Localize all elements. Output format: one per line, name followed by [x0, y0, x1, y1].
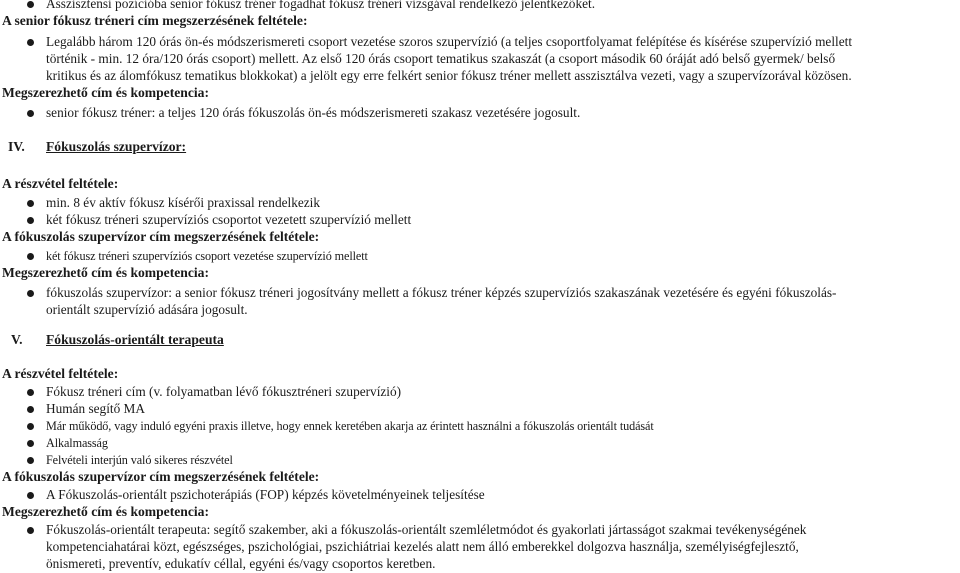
bullet-icon	[27, 527, 34, 534]
text-run: Az első 120 órás csoport tematikus szakaszát (a csoport második 60 óráját adó belső gyermek/ belső	[298, 51, 836, 66]
bullet-icon	[27, 39, 34, 46]
bullet-icon	[27, 492, 34, 499]
text-run: történik - min. 12 óra/120 órás csoport) mellett.	[46, 51, 299, 66]
bullet-icon	[27, 1, 34, 8]
bullet-icon	[27, 457, 34, 464]
section-title: Fókuszolás szupervízor:	[46, 139, 187, 154]
section-number: V.	[11, 332, 23, 347]
bullet-icon	[27, 253, 34, 260]
bullet-icon	[27, 290, 34, 297]
bullet-icon	[27, 423, 34, 430]
bullet-icon	[27, 217, 34, 224]
bullet-icon	[27, 110, 34, 117]
bullet-icon	[27, 200, 34, 207]
section-number: IV.	[8, 139, 25, 154]
bullet-icon	[27, 440, 34, 447]
section-title: Fókuszolás-orientált terapeuta	[46, 332, 224, 347]
bullet-icon	[27, 389, 34, 396]
bullet-icon	[27, 406, 34, 413]
document-page: Asszisztensi pozícióba senior fókusz tréner fogadhat fókusz tréneri vizsgával rendelkező jelentkezőket. A senior fókusz tréneri cím megszerzésének feltétele: Legalább három 120 órás ön-és módszerismereti csoport vezetése szoros szupervízió (a teljes csoportfolyamat felépítése és kísérése szupervízió mellett történik - min. 12 óra/120 órás csoport) mellett. Az első 120 órás csoport tematikus szakaszát (a csoport második 60 óráját adó belső gyermek/ belső kritikus és az álomfókusz tematikus blokkokat) a jelölt egy erre felkért senior fókusz tréner mellett asszisztálva vezeti, vagy a szupervízorával közösen. Megszerezhető cím és kompetencia: senior fókusz tréner: a teljes 120 órás fókuszolás ön-és módszerismereti szakasz vezetésére jogosult. IV. Fókuszolás szupervízor: A részvétel feltétele: min. 8 év aktív fókusz kísérői praxissal rendelkezik két fókusz tréneri szupervíziós csoportot vezetett szupervízió mellett A fókuszolás szupervízor cím megszerzésének feltétele: két fókusz tréneri szupervíziós csoport vezetése szupervízió mellett Megszerezhető cím és kompetencia: fókuszolás szupervízor: a senior fókusz tréneri jogosítvány mellett a fókusz tréner képzés szupervíziós szakaszának vezetésére és egyéni fókuszolás- orientált szupervízió adására jogosult. V. Fókuszolás-orientált terapeuta A részvétel feltétele: Fókusz tréneri cím (v. folyamatban lévő fókusztréneri szupervízió) Humán segítő MA Már működő, vagy induló egyéni praxis illetve, hogy ennek keretében akarja az érintett használni a fókuszolás orientált tudását Alkalmasság Felvételi interjún való sikeres részvétel A fókuszolás szupervízor cím megszerzésének feltétele: A Fókuszolás-orientált pszichoterápiás (FOP) képzés követelményeinek teljesítése Megszerezhető cím és kompetencia: Fókuszolás-orientált terapeuta: segítő szakember, aki a fókuszolás-orientált szemléletmódot és gyakorlati jártasságot szakmai tevékenységének kompetenciahatárai közt, egészséges, pszichológiai, pszichiátriai kezelés alatt nem álló emberekkel dolgozva használja, személyiségfejlesztő, önismereti, preventív, edukatív céllal, egyéni és/vagy csoportos keretben.	[2, 0, 853, 571]
